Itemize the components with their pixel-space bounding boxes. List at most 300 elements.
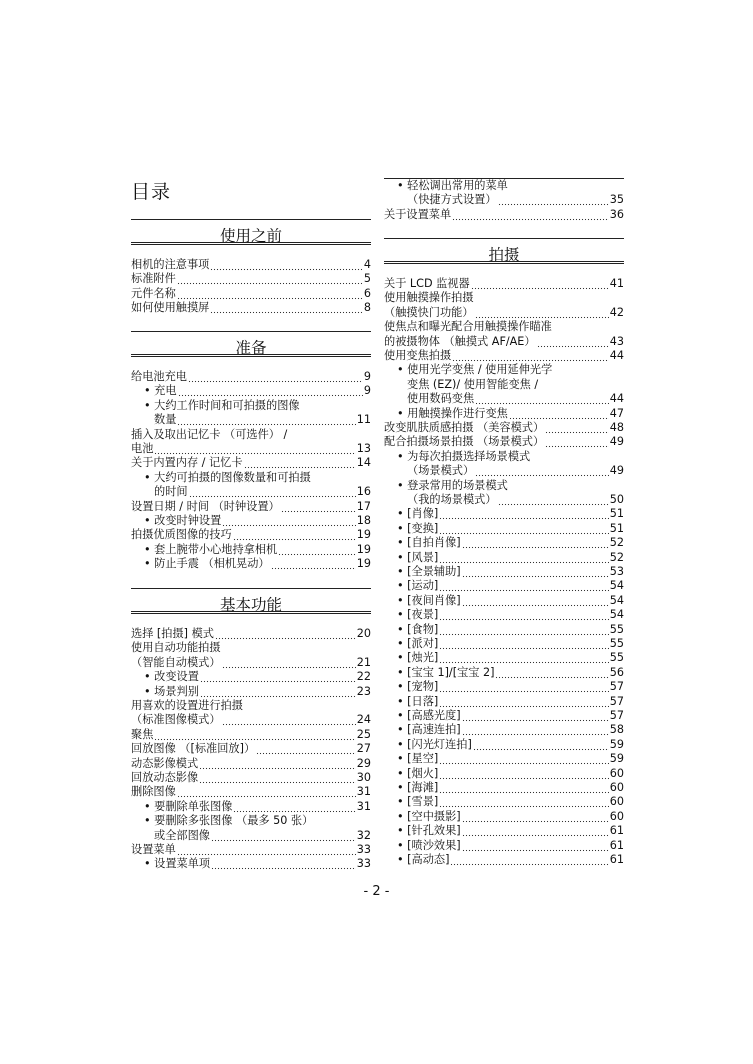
toc-entry-title: • 用触摸操作进行变焦 <box>397 406 508 420</box>
toc-page-number: 43 <box>609 334 624 348</box>
toc-page-number: 54 <box>609 593 624 607</box>
toc-entry-title: （场景模式） <box>407 464 475 478</box>
toc-entry-title: 标准附件 <box>131 272 176 286</box>
toc-entry[interactable] <box>131 500 371 514</box>
toc-entry[interactable] <box>131 857 371 871</box>
toc-leader-dots <box>281 500 356 514</box>
toc-leader-dots <box>462 824 609 838</box>
toc-entry[interactable] <box>384 335 624 349</box>
toc-leader-dots <box>439 767 608 781</box>
toc-page-number: 22 <box>356 670 371 684</box>
toc-entry-title: 的时间 <box>154 485 188 499</box>
toc-page-number: 18 <box>356 514 371 527</box>
toc-entry[interactable] <box>131 413 371 427</box>
toc-entry-title: • 场景判别 <box>144 684 199 698</box>
toc-entry[interactable] <box>131 742 371 756</box>
toc-page-number: 59 <box>609 737 624 751</box>
toc-page-number: 52 <box>609 550 624 564</box>
section-heading: 使用之前 <box>131 219 371 241</box>
toc-entry[interactable] <box>131 829 371 843</box>
toc-entry-title: 变焦 (EZ)/ 使用智能变焦 / <box>407 377 539 391</box>
toc-entry[interactable] <box>384 666 624 680</box>
toc-entry[interactable] <box>384 738 624 752</box>
toc-entry[interactable] <box>384 752 624 766</box>
toc-page-number: 25 <box>356 727 371 741</box>
toc-entry-title: 回放图像 （[标准回放]） <box>131 742 256 756</box>
toc-entry-title: 关于设置菜单 <box>384 207 452 221</box>
toc-leader-dots <box>189 485 356 499</box>
toc-entry[interactable] <box>384 536 624 550</box>
toc-entry-title: • [海滩] <box>397 781 439 794</box>
toc-leader-dots <box>154 442 355 456</box>
toc-entry[interactable] <box>384 608 624 622</box>
toc-leader-dots <box>439 695 608 709</box>
toc-page-number: 60 <box>609 809 624 823</box>
toc-page-number: 19 <box>356 542 371 556</box>
toc-page-number: 23 <box>356 684 371 698</box>
toc-entry-title: • 大约可拍摄的图像数量和可拍摄 <box>144 470 311 484</box>
toc-leader-dots <box>537 335 609 349</box>
toc-leader-dots <box>256 742 356 756</box>
toc-entry-title: 或全部图像 <box>154 828 210 842</box>
toc-leader-dots <box>462 536 609 550</box>
toc-page-number: 5 <box>363 272 371 286</box>
toc-leader-dots <box>222 514 355 528</box>
toc-entry-title: 关于 LCD 监视器 <box>384 277 470 290</box>
toc-leader-dots <box>462 723 609 737</box>
toc-entry-title: （我的场景模式） <box>407 493 497 506</box>
toc-page-number: 61 <box>609 853 624 866</box>
toc-page-number: 42 <box>609 305 624 319</box>
toc-entry[interactable] <box>131 456 371 470</box>
toc-entry-title: • 登录常用的场景模式 <box>397 478 508 492</box>
toc-entry[interactable] <box>384 594 624 608</box>
toc-entry-title: • [星空] <box>397 752 439 766</box>
toc-page-number: 55 <box>609 651 624 665</box>
toc-page-number: 59 <box>609 752 624 766</box>
toc-leader-dots <box>222 713 356 727</box>
toc-page-number: 54 <box>609 608 624 622</box>
toc-entry-title: • [食物] <box>397 622 439 636</box>
toc-entry-title: • 轻松调出常用的菜单 <box>397 179 508 192</box>
section-heading: 拍摄 <box>384 238 624 260</box>
toc-page-number: 31 <box>356 785 371 799</box>
toc-entry-title: • [喷沙效果] <box>397 838 461 852</box>
toc-leader-dots <box>498 493 609 507</box>
toc-leader-dots <box>439 623 608 637</box>
toc-page-number: 60 <box>609 766 624 780</box>
toc-page-number: 61 <box>609 838 624 852</box>
toc-leader-dots <box>233 800 355 814</box>
toc-entry[interactable] <box>384 651 624 665</box>
toc-entry[interactable] <box>384 680 624 694</box>
toc-page-number: 60 <box>609 795 624 809</box>
toc-entry[interactable] <box>384 363 624 377</box>
toc-entry-title: 聚焦 <box>131 727 154 741</box>
toc-entry-title: 数量 <box>154 413 177 427</box>
toc-entry-title: 使用自动功能拍摄 <box>131 641 221 655</box>
toc-page-number: 13 <box>356 442 371 455</box>
toc-entry-title: 删除图像 <box>131 785 176 799</box>
toc-page-number: 6 <box>363 286 371 300</box>
toc-entry[interactable] <box>384 795 624 809</box>
toc-entry[interactable] <box>384 179 624 193</box>
toc-entry[interactable] <box>131 771 371 785</box>
toc-page-number: 55 <box>609 637 624 650</box>
toc-entry[interactable] <box>131 557 371 571</box>
toc-entry[interactable] <box>131 471 371 485</box>
toc-entry[interactable] <box>131 670 371 684</box>
toc-entry[interactable] <box>384 767 624 781</box>
toc-page-number: 60 <box>609 781 624 794</box>
toc-leader-dots <box>475 464 609 478</box>
toc-entry-title: • [变换] <box>397 521 439 535</box>
toc-entry-title: • [烛光] <box>397 651 439 665</box>
toc-entry[interactable] <box>384 507 624 521</box>
toc-entry[interactable] <box>384 277 624 291</box>
toc-entry[interactable] <box>384 464 624 478</box>
toc-entry[interactable] <box>384 479 624 493</box>
toc-entry-title: • 使用光学变焦 / 使用延伸光学 <box>397 363 553 377</box>
toc-page-number: 17 <box>356 499 371 513</box>
toc-page-number: 53 <box>609 565 624 578</box>
toc-leader-dots <box>222 656 356 670</box>
toc-leader-dots <box>462 565 609 579</box>
toc-leader-dots <box>199 771 356 785</box>
toc-entry-title: 相机的注意事项 <box>131 258 210 271</box>
toc-entry-title: • [闪光灯连拍] <box>397 737 472 751</box>
toc-entry-title: • 设置菜单项 <box>144 857 211 871</box>
toc-entry[interactable] <box>384 392 624 406</box>
toc-entry[interactable] <box>131 728 371 742</box>
toc-entry[interactable] <box>131 528 371 542</box>
toc-entry-title: • 为每次拍摄选择场景模式 <box>397 449 531 463</box>
section-right-0 <box>384 238 624 264</box>
toc-leader-dots <box>452 208 609 222</box>
toc-page-number: 49 <box>609 435 624 449</box>
toc-entry[interactable] <box>384 824 624 838</box>
toc-leader-dots <box>439 551 608 565</box>
toc-entry[interactable] <box>131 428 371 442</box>
toc-leader-dots <box>452 349 609 363</box>
toc-page-number: 4 <box>363 258 371 271</box>
toc-leader-dots <box>462 839 609 853</box>
toc-leader-dots <box>177 272 363 286</box>
toc-entry-title: • [高速连拍] <box>397 723 461 737</box>
toc-leader-dots <box>154 728 355 742</box>
toc-entry-title: • [针孔效果] <box>397 824 461 838</box>
toc-entry[interactable] <box>384 551 624 565</box>
toc-entry-title: 给电池充电 <box>131 370 187 383</box>
toc-entry-title: 回放动态影像 <box>131 771 199 784</box>
toc-entry[interactable] <box>384 853 624 867</box>
toc-page-number: 49 <box>609 464 624 478</box>
toc-entry[interactable] <box>131 800 371 814</box>
toc-entry[interactable] <box>384 810 624 824</box>
toc-page-number: 54 <box>609 579 624 593</box>
toc-leader-dots <box>177 287 363 301</box>
toc-entry-title: 使用数码变焦 <box>407 392 475 406</box>
toc-page-number: 58 <box>609 723 624 737</box>
toc-entry-title: 用喜欢的设置进行拍摄 <box>131 699 243 712</box>
toc-entry[interactable] <box>131 641 371 655</box>
toc-entry-title: （快捷方式设置） <box>407 193 497 207</box>
toc-entry-title: • [高动态] <box>397 853 450 866</box>
toc-page-number: 33 <box>356 857 371 871</box>
toc-entry-title: • 大约工作时间和可拍摄的图像 <box>144 398 300 412</box>
toc-page-number: 57 <box>609 680 624 694</box>
toc-entry-title: （触摸快门功能） <box>384 305 474 319</box>
toc-leader-dots <box>471 277 609 291</box>
toc-entry-title: 关于内置内存 / 记忆卡 <box>131 456 243 470</box>
toc-entry-title: • [夜间肖像] <box>397 593 461 607</box>
toc-entry[interactable] <box>384 193 624 207</box>
toc-entry[interactable] <box>384 378 624 392</box>
toc-entry-title: 使焦点和曝光配合用触摸操作瞄准 <box>384 320 552 334</box>
toc-entry[interactable] <box>384 522 624 536</box>
toc-leader-dots <box>210 301 363 315</box>
toc-page-number: 11 <box>356 413 371 427</box>
toc-leader-dots <box>211 829 356 843</box>
page-number: - 2 - <box>363 884 390 899</box>
toc-entry-title: • [夜景] <box>397 608 439 622</box>
toc-entry[interactable] <box>131 785 371 799</box>
toc-page-number: 9 <box>363 384 371 398</box>
toc-leader-dots <box>188 370 363 384</box>
toc-entry-title: 动态影像模式 <box>131 756 199 770</box>
toc-leader-dots <box>450 853 608 867</box>
toc-entry[interactable] <box>384 493 624 507</box>
toc-entry[interactable] <box>131 713 371 727</box>
toc-page-number: 24 <box>356 713 371 727</box>
toc-entry[interactable] <box>384 349 624 363</box>
toc-entry-title: • 要删除多张图像 （最多 50 张） <box>144 814 314 828</box>
toc-page-number: 57 <box>609 709 624 722</box>
toc-leader-dots <box>509 407 609 421</box>
toc-leader-dots <box>244 456 356 470</box>
toc-leader-dots <box>462 709 609 723</box>
toc-entry[interactable] <box>131 757 371 771</box>
toc-page-number: 21 <box>356 655 371 669</box>
toc-entry-title: • [雪景] <box>397 795 439 809</box>
toc-leader-dots <box>439 579 608 593</box>
toc-leader-dots <box>439 637 608 651</box>
toc-entry-title: • [运动] <box>397 579 439 593</box>
section-heading: 基本功能 <box>131 588 371 610</box>
toc-leader-dots <box>475 392 609 406</box>
toc-entry[interactable] <box>384 435 624 449</box>
toc-entry-title: • [派对] <box>397 637 439 650</box>
toc-leader-dots <box>439 651 608 665</box>
toc-leader-dots <box>439 752 608 766</box>
toc-page-number: 44 <box>609 392 624 406</box>
toc-page-number: 20 <box>356 627 371 640</box>
toc-leader-dots <box>439 608 608 622</box>
toc-entry[interactable] <box>131 656 371 670</box>
toc-entry[interactable] <box>131 384 371 398</box>
toc-entry[interactable] <box>384 450 624 464</box>
toc-page-number: 61 <box>609 824 624 838</box>
toc-entry[interactable] <box>384 208 624 222</box>
toc-entry-title: 元件名称 <box>131 286 176 300</box>
toc-entry-title: 选择 [拍摄] 模式 <box>131 627 214 640</box>
toc-entry[interactable] <box>384 695 624 709</box>
toc-entry-title: • 防止手震 （相机晃动） <box>144 557 270 571</box>
toc-entry[interactable] <box>384 306 624 320</box>
toc-leader-dots <box>439 680 608 694</box>
toc-leader-dots <box>439 781 608 795</box>
page-title: 目录 <box>131 181 172 203</box>
toc-entry-title: • [高感光度] <box>397 709 461 722</box>
toc-entry[interactable] <box>131 301 371 315</box>
toc-leader-dots <box>545 435 609 449</box>
toc-leader-dots <box>473 738 609 752</box>
toc-entry[interactable] <box>384 781 624 795</box>
toc-entry-title: 使用触摸操作拍摄 <box>384 291 474 305</box>
toc-entry[interactable] <box>131 485 371 499</box>
toc-leader-dots <box>475 306 609 320</box>
toc-entry-title: • 改变设置 <box>144 670 199 684</box>
toc-page-number: 44 <box>609 349 624 362</box>
toc-entry-title: 设置菜单 <box>131 843 176 856</box>
section-left-1 <box>131 331 371 357</box>
toc-entry-title: • 改变时钟设置 <box>144 514 222 527</box>
toc-entry-title: 配合拍摄场景拍摄 （场景模式） <box>384 435 545 449</box>
toc-entry[interactable] <box>384 320 624 334</box>
toc-entry[interactable] <box>131 699 371 713</box>
toc-page-number: 32 <box>356 828 371 842</box>
toc-page-number: 30 <box>356 771 371 784</box>
toc-entry[interactable] <box>384 839 624 853</box>
toc-entry-title: 设置日期 / 时间 （时钟设置） <box>131 499 280 513</box>
toc-entry-title: • [风景] <box>397 550 439 564</box>
toc-page-number: 9 <box>363 370 371 383</box>
toc-entry-title: • [肖像] <box>397 507 439 521</box>
toc-leader-dots <box>545 421 609 435</box>
toc-page-number: 41 <box>609 277 624 290</box>
toc-leader-dots <box>495 666 608 680</box>
toc-entry-title: • 充电 <box>144 384 177 398</box>
toc-leader-dots <box>178 384 363 398</box>
toc-page-number: 19 <box>356 557 371 571</box>
toc-leader-dots <box>271 557 356 571</box>
toc-entry-title: • [自拍肖像] <box>397 536 461 550</box>
toc-entry[interactable] <box>131 272 371 286</box>
toc-entry[interactable] <box>384 623 624 637</box>
toc-entry[interactable] <box>384 421 624 435</box>
toc-leader-dots <box>462 810 609 824</box>
toc-page-number: 14 <box>356 456 371 470</box>
toc-entry-title: • 要删除单张图像 <box>144 799 233 813</box>
section-heading: 准备 <box>131 331 371 353</box>
toc-page-number: 51 <box>609 507 624 521</box>
toc-entry-title: • [日落] <box>397 694 439 708</box>
toc-leader-dots <box>177 785 356 799</box>
toc-leader-dots <box>177 843 356 857</box>
toc-entry-title: 的被摄物体 （触摸式 AF/AE） <box>384 334 536 348</box>
toc-leader-dots <box>233 528 356 542</box>
toc-entry[interactable] <box>131 627 371 641</box>
toc-page-number: 8 <box>363 301 371 315</box>
toc-entry[interactable] <box>131 287 371 301</box>
toc-entry-title: • 套上腕带小心地持拿相机 <box>144 542 278 556</box>
toc-page-number: 47 <box>609 406 624 420</box>
toc-entry[interactable] <box>131 399 371 413</box>
toc-entry-title: 插入及取出记忆卡 （可选件） / <box>131 427 288 441</box>
toc-entry[interactable] <box>131 843 371 857</box>
toc-entry[interactable] <box>131 258 371 272</box>
toc-leader-dots <box>439 507 608 521</box>
toc-page-number: 56 <box>609 665 624 679</box>
toc-entry[interactable] <box>384 637 624 651</box>
toc-entry-title: （智能自动模式） <box>131 655 221 669</box>
section-left-0 <box>131 219 371 245</box>
toc-entry[interactable] <box>384 407 624 421</box>
toc-entry[interactable] <box>131 543 371 557</box>
toc-entry-title: • [烟火] <box>397 766 439 780</box>
toc-entry-title: 改变肌肤质感拍摄 （美容模式） <box>384 421 545 434</box>
toc-entry-title: 使用变焦拍摄 <box>384 349 452 362</box>
toc-entry[interactable] <box>384 709 624 723</box>
toc-entry[interactable] <box>131 514 371 528</box>
toc-leader-dots <box>278 543 356 557</box>
toc-entry[interactable] <box>131 685 371 699</box>
toc-entry[interactable] <box>131 370 371 384</box>
toc-entry[interactable] <box>131 814 371 828</box>
toc-page-number: 57 <box>609 694 624 708</box>
toc-leader-dots <box>439 522 608 536</box>
toc-page-number: 51 <box>609 521 624 535</box>
toc-page-number: 31 <box>356 799 371 813</box>
toc-page-number: 35 <box>609 193 624 207</box>
toc-leader-dots <box>439 795 608 809</box>
toc-entry-title: • [宠物] <box>397 680 439 694</box>
toc-page-number: 29 <box>356 756 371 770</box>
toc-leader-dots <box>177 413 355 427</box>
toc-entry-title: 如何使用触摸屏 <box>131 301 210 315</box>
toc-entry-title: • [全景辅助] <box>397 565 461 578</box>
toc-entry-title: （标准图像模式） <box>131 713 221 727</box>
toc-page-number: 50 <box>609 493 624 506</box>
toc-entry[interactable] <box>384 291 624 305</box>
toc-page-number: 27 <box>356 742 371 756</box>
toc-entry-title: • [空中摄影] <box>397 809 461 823</box>
toc-entry[interactable] <box>131 442 371 456</box>
toc-entry-title: 拍摄优质图像的技巧 <box>131 528 232 542</box>
toc-page-number: 16 <box>356 485 371 499</box>
toc-entry-title: • [宝宝 1]/[宝宝 2] <box>397 665 495 679</box>
toc-leader-dots <box>211 857 356 871</box>
toc-page-number: 36 <box>609 207 624 221</box>
toc-leader-dots <box>215 627 356 641</box>
toc-leader-dots <box>210 258 363 272</box>
toc-leader-dots <box>199 757 356 771</box>
toc-entry[interactable] <box>384 565 624 579</box>
toc-page-number: 33 <box>356 843 371 856</box>
toc-page-number: 19 <box>356 528 371 542</box>
toc-entry[interactable] <box>384 579 624 593</box>
toc-leader-dots <box>462 594 609 608</box>
toc-page-number: 48 <box>609 421 624 434</box>
toc-page-number: 55 <box>609 622 624 636</box>
section-left-2 <box>131 588 371 614</box>
toc-leader-dots <box>498 193 609 207</box>
toc-leader-dots <box>200 685 356 699</box>
toc-entry-title: 电池 <box>131 442 154 455</box>
toc-page-number: 52 <box>609 536 624 550</box>
toc-leader-dots <box>200 670 356 684</box>
toc-entry[interactable] <box>384 723 624 737</box>
